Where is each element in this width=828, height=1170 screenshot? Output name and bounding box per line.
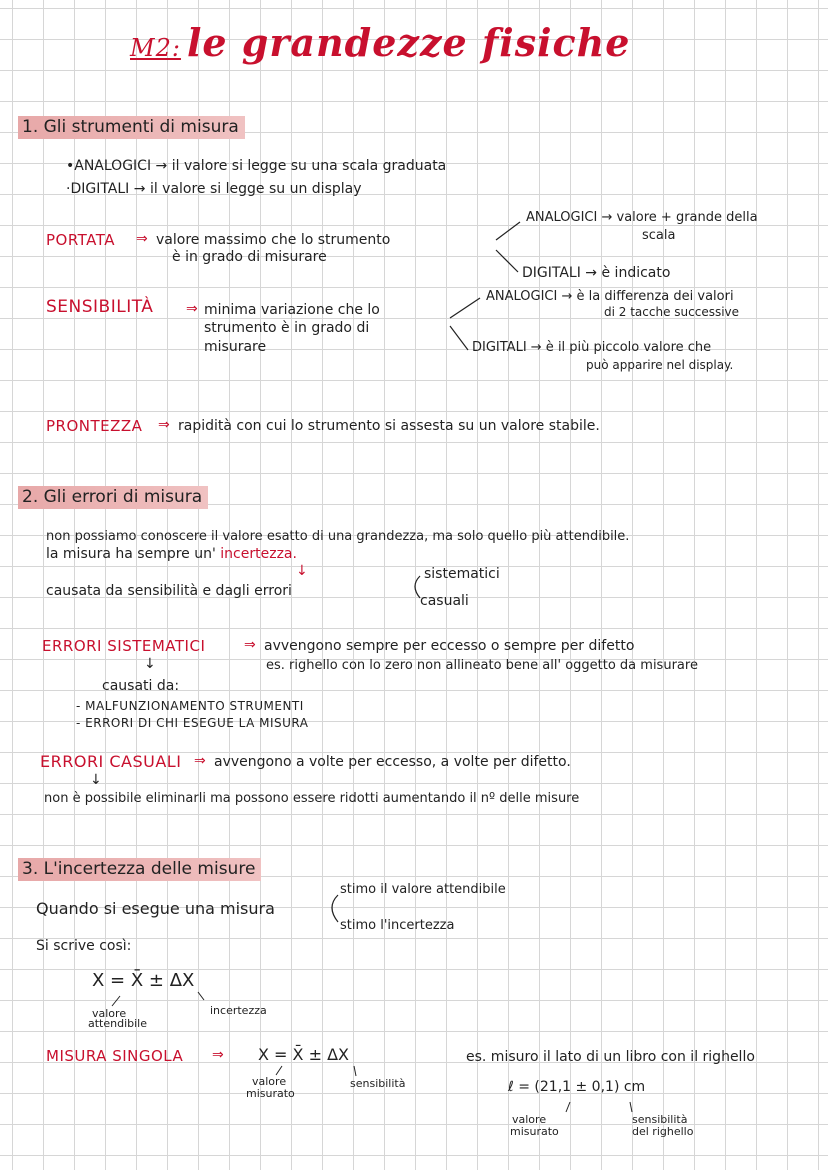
incertezza-label: incertezza — [210, 1004, 267, 1017]
sistematici-branch: sistematici — [424, 566, 500, 582]
misura-singola-label: MISURA SINGOLA — [46, 1047, 184, 1065]
portata-def-1: valore massimo che lo strumento — [156, 232, 391, 248]
valore-attendibile-arrow — [112, 996, 120, 1006]
digitali-line: ·DIGITALI → il valore si legge su un display — [66, 181, 362, 197]
errori-sistematici-down-arrow: ↓ — [144, 656, 156, 672]
example-sens-label-1: sensibilità — [632, 1113, 688, 1126]
errori-line-1: non possiamo conoscere il valore esatto di una grandezza, ma solo quello più attendibile. — [46, 529, 630, 544]
title-text: le grandezze fisiche — [186, 20, 631, 65]
errori-casuali-down-arrow: ↓ — [90, 772, 102, 788]
sensibilita-label-small: sensibilità — [350, 1077, 406, 1090]
valore-attendibile-label-2: attendibile — [88, 1017, 148, 1030]
errori-casuali-def: avvengono a volte per eccesso, a volte per difetto. — [214, 754, 571, 770]
misura-singola-formula: X = X̄ ± ΔX — [258, 1045, 349, 1064]
incertezza-arrow — [198, 992, 204, 1000]
errori-sistematici-def: avvengono sempre per eccesso o sempre per difetto — [264, 638, 635, 654]
portata-def-2: è in grado di misurare — [172, 249, 327, 265]
incertezza-down-arrow: ↓ — [296, 563, 308, 579]
section-heading-incertezza: 3. L'incertezza delle misure — [18, 858, 261, 881]
sensibilita-analogici-2: di 2 tacche successive — [604, 305, 740, 319]
errori-brace — [415, 576, 420, 598]
sensibilita-branch-down — [450, 326, 468, 350]
section-heading-strumenti: 1. Gli strumenti di misura — [18, 116, 245, 139]
errori-sistematici-label: ERRORI SISTEMATICI — [42, 637, 206, 655]
sensibilita-label: SENSIBILITÀ — [46, 297, 154, 317]
example-formula: ℓ = (21,1 ± 0,1) cm — [508, 1079, 646, 1095]
errori-casuali-arrow: ⇒ — [194, 753, 206, 769]
example-valore-label-1: valore — [512, 1113, 547, 1126]
sensibilita-digitali-2: può apparire nel display. — [586, 358, 734, 372]
errori-casuali-label: ERRORI CASUALI — [40, 752, 182, 771]
causata-line: causata da sensibilità e dagli errori — [46, 583, 292, 599]
sensibilita-arrow-line — [354, 1066, 356, 1076]
quando-brace — [332, 895, 338, 922]
sensibilita-def-3: misurare — [204, 339, 267, 355]
example-valore-arrow — [566, 1102, 570, 1112]
stimo-valore: stimo il valore attendibile — [340, 882, 506, 897]
sensibilita-def-2: strumento è in grado di — [204, 320, 370, 336]
cause-errori-operatore: - ERRORI DI CHI ESEGUE LA MISURA — [76, 716, 309, 730]
title-prefix: M2: — [130, 34, 181, 62]
sensibilita-branch-up — [450, 298, 480, 318]
quando-line: Quando si esegue una misura — [36, 899, 275, 918]
sensibilita-arrow: ⇒ — [186, 301, 198, 317]
portata-branch-up — [496, 222, 520, 240]
stimo-incertezza: stimo l'incertezza — [340, 918, 455, 933]
incertezza-word: incertezza. — [220, 546, 297, 562]
sensibilita-analogici-1: ANALOGICI → è la differenza dei valori — [486, 289, 734, 304]
valore-misurato-label-2: misurato — [246, 1087, 295, 1100]
prontezza-label: PRONTEZZA — [46, 417, 143, 435]
errori-line-2-pre: la misura ha sempre un' — [46, 546, 221, 562]
example-libro: es. misuro il lato di un libro con il righello — [466, 1049, 755, 1065]
portata-label: PORTATA — [46, 231, 116, 249]
sensibilita-def-1: minima variazione che lo — [204, 302, 380, 318]
example-sens-label-2: del righello — [632, 1125, 694, 1138]
section-heading-errori: 2. Gli errori di misura — [18, 486, 208, 509]
analogici-line: •ANALOGICI → il valore si legge su una scala graduata — [66, 158, 447, 174]
causati-da: causati da: — [102, 678, 180, 694]
valore-attendibile-label-1: valore — [92, 1007, 127, 1020]
errori-sistematici-arrow: ⇒ — [244, 637, 256, 653]
portata-digitali: DIGITALI → è indicato — [522, 265, 671, 281]
portata-branch-down — [496, 250, 518, 272]
casuali-branch: casuali — [420, 593, 469, 609]
errori-sistematici-example: es. righello con lo zero non allineato bene all' oggetto da misurare — [266, 658, 698, 673]
sensibilita-digitali-1: DIGITALI → è il più piccolo valore che — [472, 340, 712, 355]
si-scrive-line: Si scrive così: — [36, 938, 132, 954]
errori-casuali-note: non è possibile eliminarli ma possono essere ridotti aumentando il nº delle misure — [44, 791, 580, 806]
cause-malfunzionamento: - MALFUNZIONAMENTO STRUMENTI — [76, 699, 304, 713]
example-sens-arrow — [630, 1102, 632, 1112]
main-formula: X = X̄ ± ΔX — [92, 970, 195, 991]
portata-arrow: ⇒ — [136, 231, 148, 247]
prontezza-arrow: ⇒ — [158, 417, 170, 433]
example-valore-label-2: misurato — [510, 1125, 559, 1138]
portata-analogici-2: scala — [642, 228, 676, 243]
misura-singola-arrow: ⇒ — [212, 1047, 224, 1063]
valore-misurato-arrow — [276, 1066, 282, 1075]
valore-misurato-label-1: valore — [252, 1075, 287, 1088]
prontezza-def: rapidità con cui lo strumento si assesta su un valore stabile. — [178, 418, 600, 434]
portata-analogici-1: ANALOGICI → valore + grande della — [526, 210, 758, 225]
